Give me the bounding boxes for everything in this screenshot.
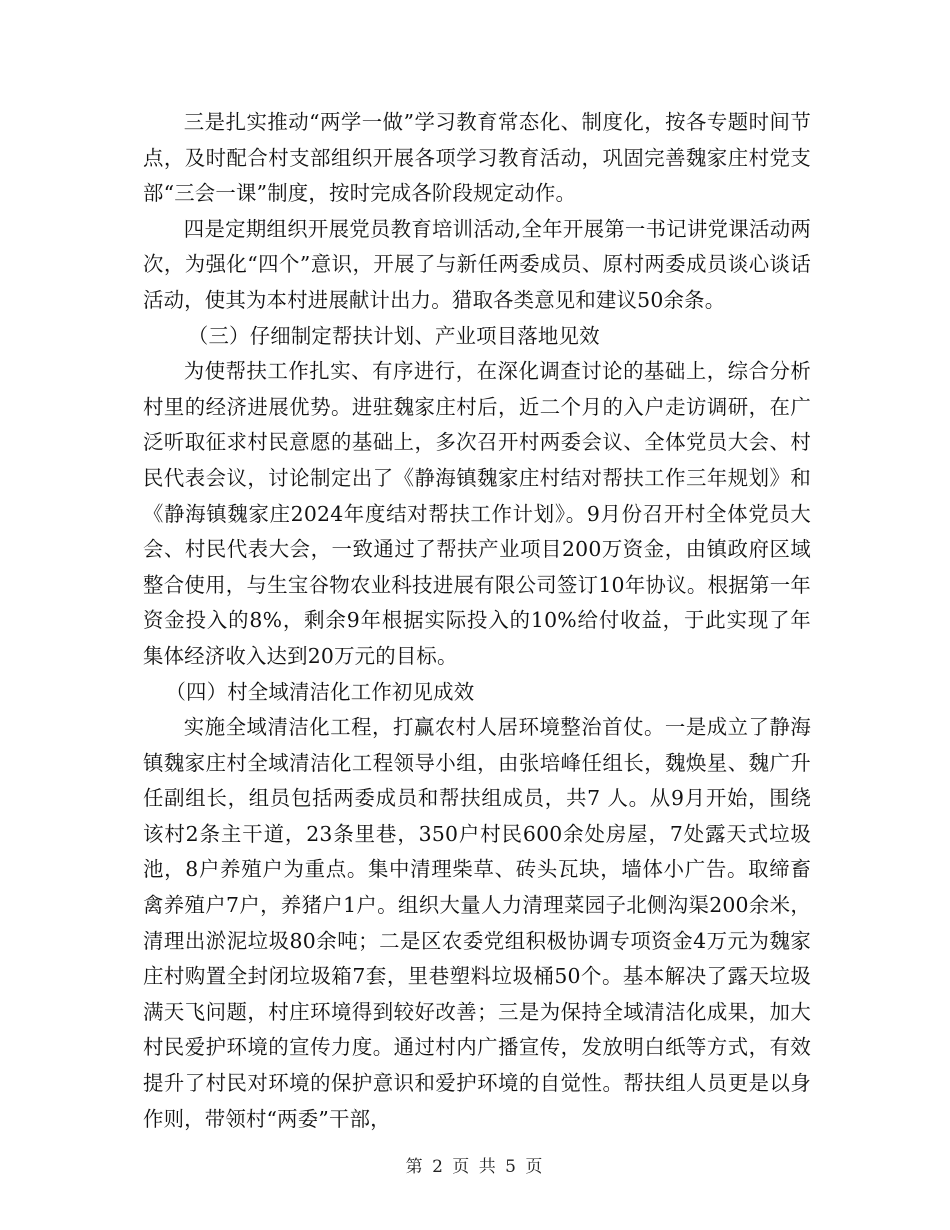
paragraph-four-point: 四是定期组织开展党员教育培训活动,全年开展第一书记讲党课活动两次，为强化“四个”意识，开展了与新任两委成员、原村两委成员谈心谈话活动，使其为本村进展献计出力。猎取各类意见和建议50余条。: [143, 216, 811, 312]
document-body: [143, 105, 811, 1137]
section-heading-four: （四）村全域清洁化工作初见成效: [165, 679, 475, 704]
paragraph-three-point: 三是扎实推动“两学一做”学习教育常态化、制度化，按各专题时间节点，及时配合村支部组织开展各项学习教育活动，巩固完善魏家庄村党支部“三会一课”制度，按时完成各阶段规定动作。: [143, 110, 811, 206]
section-heading-three: （三）仔细制定帮扶计划、产业项目落地见效: [187, 323, 600, 348]
section-body-four: 实施全域清洁化工程，打赢农村人居环境整治首仗。一是成立了静海镇魏家庄村全域清洁化工程领导小组，由张培峰任组长，魏焕星、魏广升任副组长，组员包括两委成员和帮扶组成员，共7 人。从9月开始，围绕该村2条主干道，23条里巷，350户村民600余处房屋，7处露天式垃圾池，8户养殖户为重点。集中清理柴草、砖头瓦块，墙体小广告。取缔畜禽养殖户7户，养猪户1户。组织大量人力清理菜园子北侧沟渠200余米，清理出淤泥垃圾80余吨；二是区农委党组积极协调专项资金4万元为魏家庄村购置全封闭垃圾箱7套，里巷塑料垃圾桶50个。基本解决了露天垃圾满天飞问题，村庄环境得到较好改善；三是为保持全域清洁化成果，加大村民爱护环境的宣传力度。通过村内广播宣传，发放明白纸等方式，有效提升了村民对环境的保护意识和爱护环境的自觉性。帮扶组人员更是以身作则，带领村“两委”干部，: [143, 715, 811, 1131]
section-body-three: 为使帮扶工作扎实、有序进行，在深化调查讨论的基础上，综合分析村里的经济进展优势。进驻魏家庄村后，近二个月的入户走访调研，在广泛听取征求村民意愿的基础上，多次召开村两委会议、全体党员大会、村民代表会议，讨论制定出了《静海镇魏家庄村结对帮扶工作三年规划》和《静海镇魏家庄2024年度结对帮扶工作计划》。9月份召开村全体党员大会、村民代表大会，一致通过了帮扶产业项目200万资金，由镇政府区域整合使用，与生宝谷物农业科技进展有限公司签订10年协议。根据第一年资金投入的8%，剩余9年根据实际投入的10%给付收益，于此实现了年集体经济收入达到20万元的目标。: [143, 359, 811, 668]
page-number-footer: 第 2 页 共 5 页: [405, 1157, 545, 1177]
